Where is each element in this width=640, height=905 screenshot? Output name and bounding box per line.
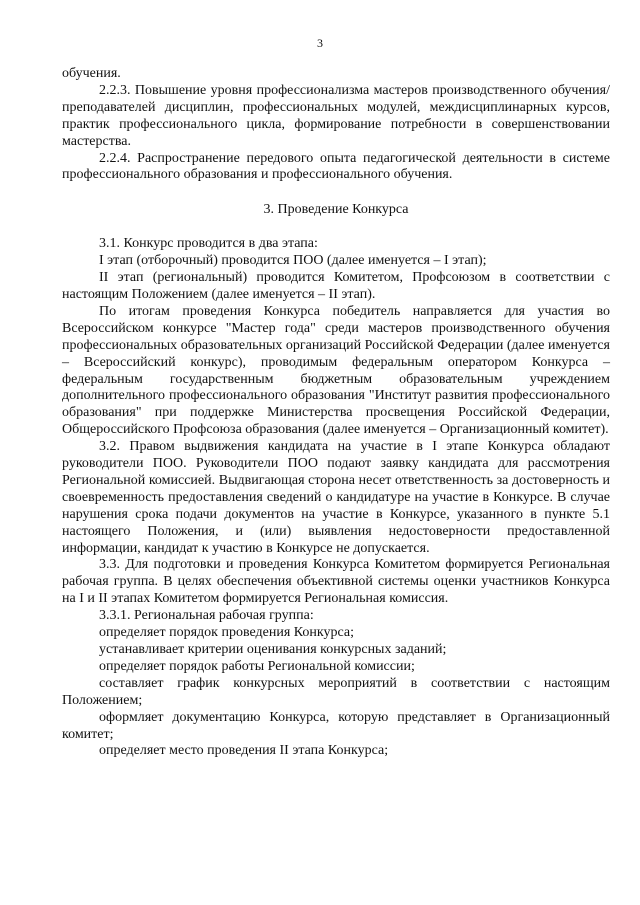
section-3: [62, 236, 610, 760]
paragraph: обучения.: [62, 66, 121, 81]
paragraph: II этап (региональный) проводится Комитетом, Профсоюзом в соответствии с настоящим Положением (далее именуется – II этап).: [62, 270, 610, 302]
document-body: [62, 66, 610, 760]
list-item: определяет порядок проведения Конкурса;: [99, 625, 355, 641]
paragraph: 2.2.3. Повышение уровня профессионализма мастеров производственного обучения/преподавателей дисциплин, профессиональных модулей, междисциплинарных курсов, практик профессионального цикла, формирование потребности в совершенствовании мастерства.: [62, 82, 610, 149]
section-2-tail: [62, 66, 610, 184]
list-item: определяет порядок работы Региональной комиссии;: [99, 658, 415, 674]
page-number: 3: [317, 36, 323, 50]
list-item: устанавливает критерии оценивания конкурсных заданий;: [99, 642, 447, 657]
paragraph: По итогам проведения Конкурса победитель направляется для участия во Всероссийском конкурсе "Мастер года" среди мастеров производственного обучения профессиональных образовательных организаций Российской Федерации (далее именуется – Всероссийский конкурс), проводимым федеральным оператором Конкурса – федеральным государственным бюджетным образовательным учреждением дополнительного профессионального образования "Институт развития профессионального образования" при поддержке Министерства просвещения Российской Федерации, Общероссийского Профсоюза образования (далее именуется – Организационный комитет).: [62, 303, 610, 438]
section-heading: 3. Проведение Конкурса: [263, 202, 409, 218]
paragraph: 3.1. Конкурс проводится в два этапа:: [99, 236, 318, 252]
list-item: составляет график конкурсных мероприятий в соответствии с настоящим Положением;: [62, 675, 610, 708]
paragraph: 3.3. Для подготовки и проведения Конкурса Комитетом формируется Региональная рабочая группа. В целях обеспечения объективной системы оценки участников Конкурса на I и II этапах Комитетом формируется Региональная комиссия.: [62, 557, 610, 607]
list-item: оформляет документацию Конкурса, которую представляет в Организационный комитет;: [62, 709, 610, 742]
paragraph: 3.3.1. Региональная рабочая группа:: [99, 608, 314, 624]
paragraph: I этап (отборочный) проводится ПОО (далее именуется – I этап);: [99, 253, 487, 269]
list-item: определяет место проведения II этапа Конкурса;: [99, 743, 389, 759]
paragraph: 2.2.4. Распространение передового опыта педагогической деятельности в системе профессионального образования и профессионального обучения.: [62, 150, 610, 183]
paragraph: 3.2. Правом выдвижения кандидата на участие в I этапе Конкурса обладают руководители ПОО. Руководители ПОО подают заявку кандидата для рассмотрения Региональной комиссией. Выдвигающая сторона несет ответственность за достоверность и своевременность предоставления сведений о кандидатуре на участие в Конкурсе. В случае нарушения срока подачи документов на участие в Конкурсе, указанного в пункте 5.1 настоящего Положения, и (или) выявления недостоверности предоставленной информации, кандидат к участию в Конкурсе не допускается.: [62, 439, 610, 556]
